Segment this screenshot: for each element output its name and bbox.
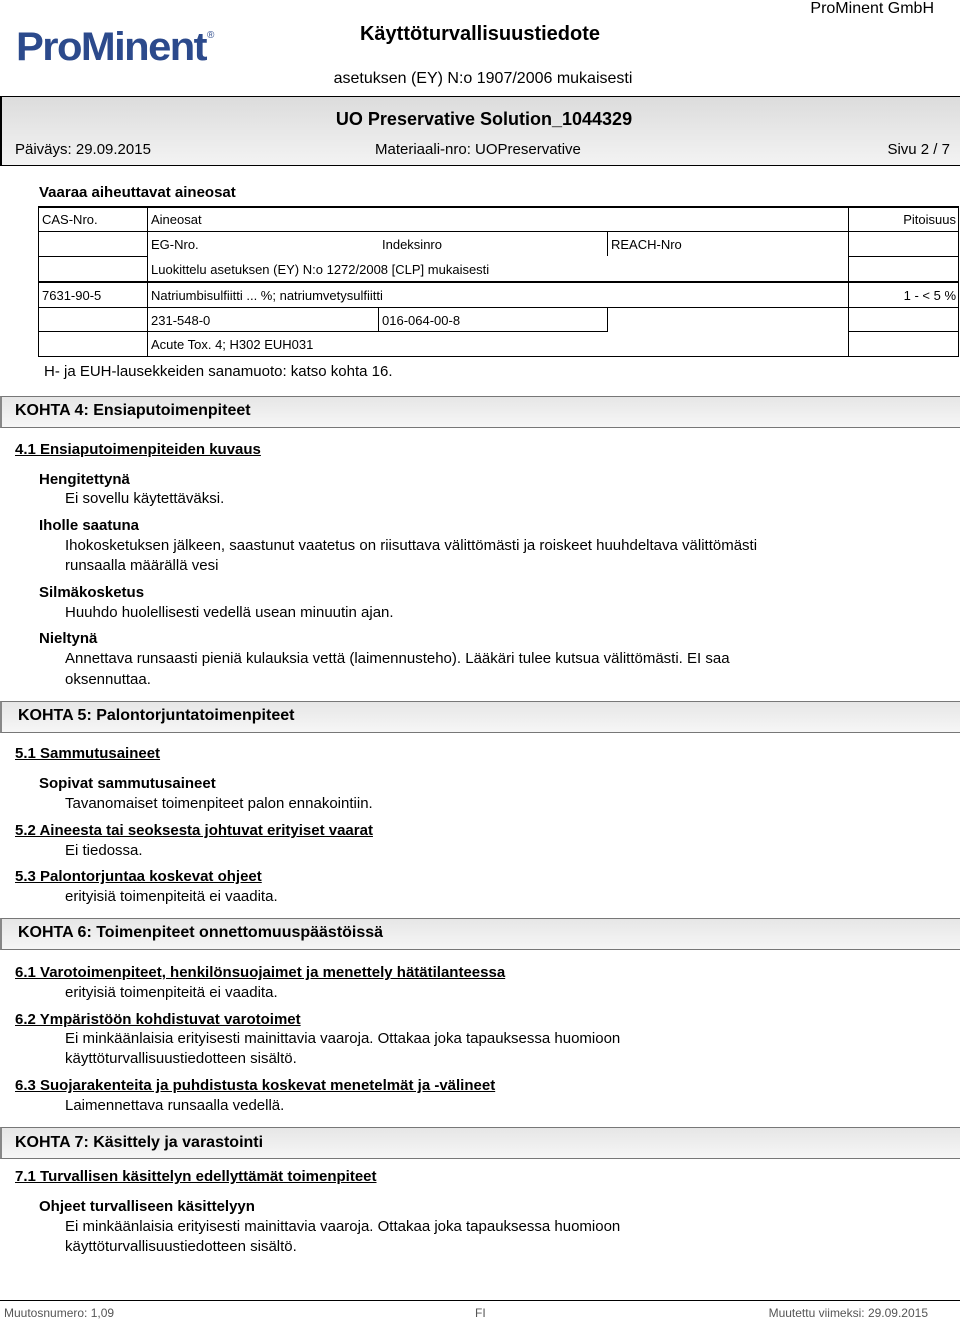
ingestion-text-line1: Annettava runsaasti pieniä kulauksia vettä (laimennusteho). Lääkäri tulee kutsua välittömästi. EI saa: [65, 650, 730, 667]
issue-date: Päiväys: 29.09.2015: [15, 141, 151, 158]
section-6-title: KOHTA 6: Toimenpiteet onnettomuuspäästöissä: [18, 924, 384, 941]
revision-number: Muutosnumero: 1,09: [4, 1306, 115, 1320]
skin-heading: Iholle saatuna: [39, 517, 140, 534]
col-index: Indeksinro: [382, 237, 442, 252]
safe-handling-heading: Ohjeet turvalliseen käsittelyyn: [39, 1198, 255, 1215]
last-modified: Muutettu viimeksi: 29.09.2015: [768, 1306, 928, 1320]
suitable-media-heading: Sopivat sammutusaineet: [39, 775, 216, 792]
footer-divider: [0, 1300, 960, 1301]
substance-name: Natriumbisulfiitti ... %; natriumvetysulfiitti: [151, 288, 383, 303]
col-clp: Luokittelu asetuksen (EY) N:o 1272/2008 [CLP] mukaisesti: [151, 262, 490, 277]
safe-handling-text-line2: käyttöturvallisuustiedotteen sisältö.: [65, 1238, 297, 1255]
index-number: 016-064-00-8: [382, 313, 461, 328]
section-6-2-text-line1: Ei minkäänlaisia erityisesti mainittavia vaaroja. Ottakaa joka tapauksessa huomioon: [65, 1030, 621, 1047]
ingestion-text-line2: oksennuttaa.: [65, 671, 151, 688]
col-cas: CAS-Nro.: [42, 212, 98, 227]
section-5-2-heading: 5.2 Aineesta tai seoksesta johtuvat erityiset vaarat: [15, 822, 373, 839]
section-5-title: KOHTA 5: Palontorjuntatoimenpiteet: [18, 707, 295, 724]
product-name: UO Preservative Solution_1044329: [335, 109, 633, 129]
eye-heading: Silmäkosketus: [39, 584, 145, 601]
section-6-2-heading: 6.2 Ympäristöön kohdistuvat varotoimet: [15, 1011, 301, 1028]
ingestion-heading: Nieltynä: [39, 630, 98, 647]
skin-text-line2: runsaalla määrällä vesi: [65, 557, 219, 574]
inhalation-text: Ei sovellu käytettäväksi.: [65, 490, 225, 507]
material-number: Materiaali-nro: UOPreservative: [375, 141, 581, 158]
eg-number: 231-548-0: [151, 313, 211, 328]
company-name: ProMinent GmbH: [810, 0, 934, 17]
section-6-3-text: Laimennettava runsaalla vedellä.: [65, 1097, 285, 1114]
col-substance: Aineosat: [151, 212, 202, 227]
regulation-subtitle: asetuksen (EY) N:o 1907/2006 mukaisesti: [333, 70, 633, 87]
col-eg: EG-Nro.: [151, 237, 199, 252]
hazard-note: H- ja EUH-lausekkeiden sanamuoto: katso kohta 16.: [44, 363, 393, 380]
cas-number: 7631-90-5: [42, 288, 102, 303]
section-6-2-text-line2: käyttöturvallisuustiedotteen sisältö.: [65, 1050, 297, 1067]
clp-classification: Acute Tox. 4; H302 EUH031: [151, 337, 314, 352]
document-title: Käyttöturvallisuustiedote: [359, 23, 601, 45]
section-5-3-heading: 5.3 Palontorjuntaa koskevat ohjeet: [15, 868, 262, 885]
language-code: FI: [475, 1306, 486, 1320]
substance-content: 1 - < 5 %: [903, 288, 956, 303]
inhalation-heading: Hengitettynä: [39, 471, 130, 488]
section-4-1-heading: 4.1 Ensiaputoimenpiteiden kuvaus: [15, 441, 261, 458]
section-6-1-heading: 6.1 Varotoimenpiteet, henkilönsuojaimet ja menettely hätätilanteessa: [15, 964, 506, 981]
section-6-1-text: erityisiä toimenpiteitä ei vaadita.: [65, 984, 278, 1001]
eye-text: Huuhdo huolellisesti vedellä usean minuutin ajan.: [65, 604, 394, 621]
skin-text-line1: Ihokosketuksen jälkeen, saastunut vaatetus on riisuttava välittömästi ja roiskeet huuhdeltava välittömästi: [65, 537, 758, 554]
page-number: Sivu 2 / 7: [887, 141, 950, 158]
hazard-table-title: Vaaraa aiheuttavat aineosat: [39, 184, 236, 201]
section-5-2-text: Ei tiedossa.: [65, 842, 143, 859]
section-7-1-heading: 7.1 Turvallisen käsittelyn edellyttämät toimenpiteet: [15, 1168, 377, 1185]
safe-handling-text-line1: Ei minkäänlaisia erityisesti mainittavia vaaroja. Ottakaa joka tapauksessa huomioon: [65, 1218, 621, 1235]
section-7-title: KOHTA 7: Käsittely ja varastointi: [15, 1134, 264, 1151]
section-4-title: KOHTA 4: Ensiaputoimenpiteet: [15, 402, 251, 419]
section-6-3-heading: 6.3 Suojarakenteita ja puhdistusta koskevat menetelmät ja -välineet: [15, 1077, 496, 1094]
col-content: Pitoisuus: [903, 212, 956, 227]
section-5-1-heading: 5.1 Sammutusaineet: [15, 745, 161, 762]
section-5-3-text: erityisiä toimenpiteitä ei vaadita.: [65, 888, 278, 905]
suitable-media-text: Tavanomaiset toimenpiteet palon ennakointiin.: [65, 795, 373, 812]
col-reach: REACH-Nro: [611, 237, 682, 252]
svg-text:®: ®: [207, 30, 215, 41]
svg-text:ProMinent: ProMinent: [16, 25, 208, 68]
